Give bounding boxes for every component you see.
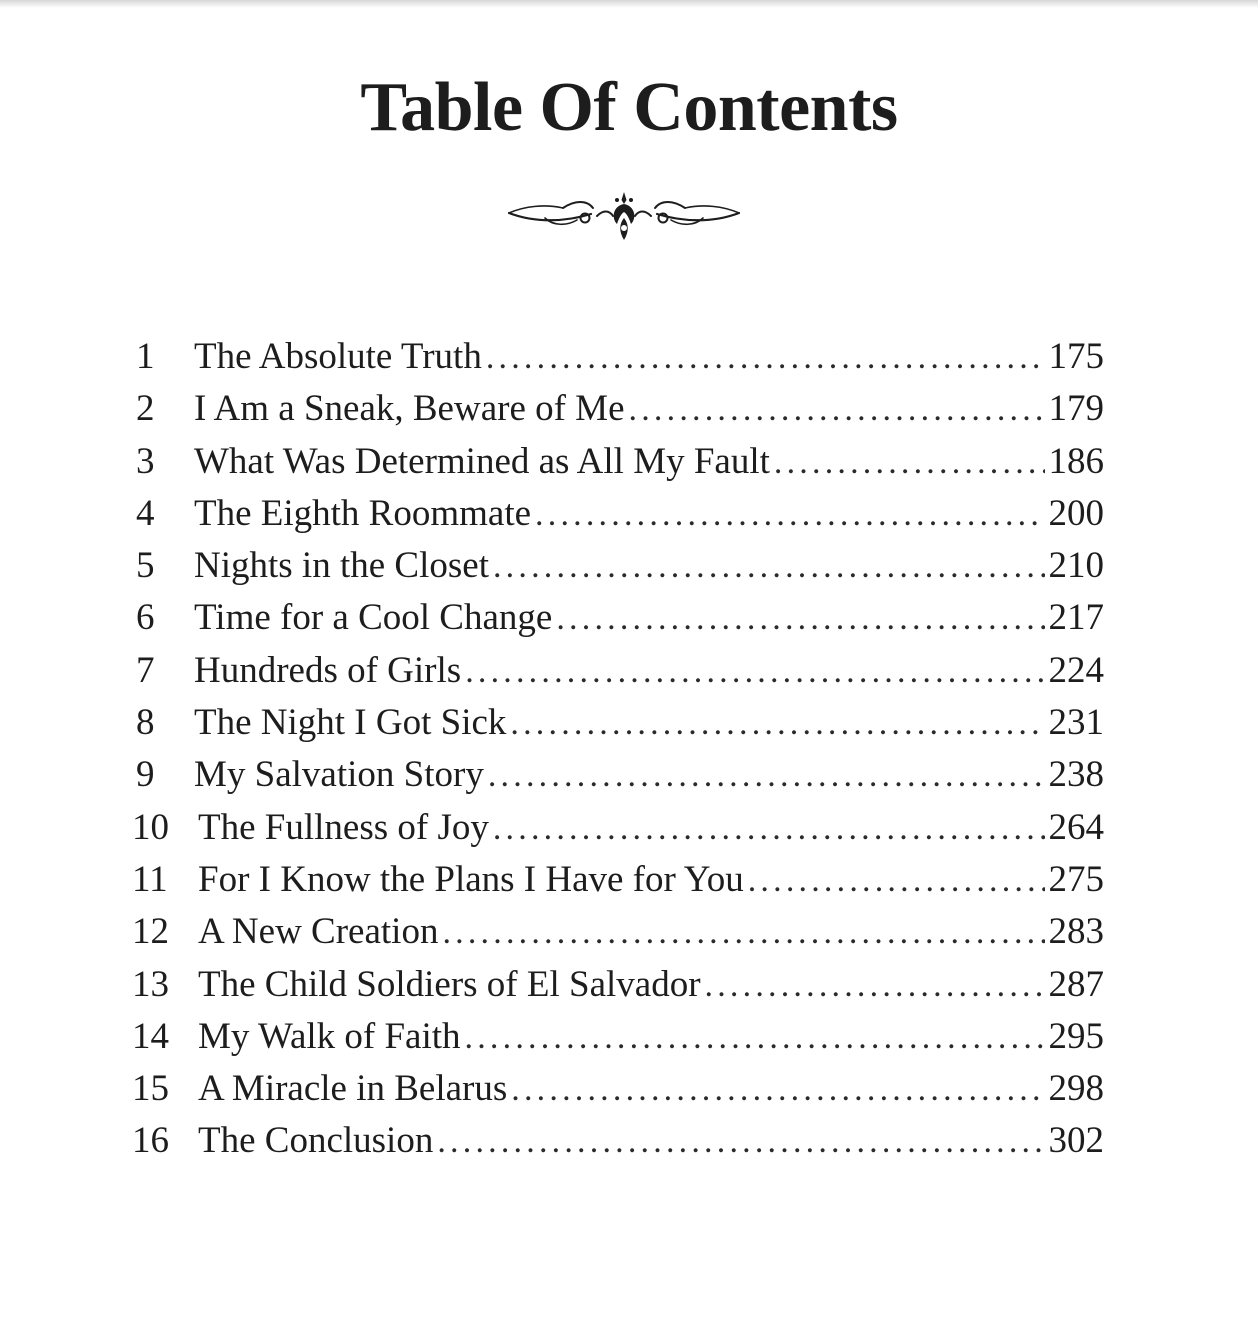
dot-leader xyxy=(488,750,1045,802)
chapter-title: My Walk of Faith xyxy=(198,1015,461,1057)
dot-leader xyxy=(535,489,1044,541)
chapter-number: 11 xyxy=(132,858,168,900)
chapter-number: 7 xyxy=(136,649,155,691)
toc-entry[interactable] xyxy=(132,488,1104,540)
toc-entry[interactable] xyxy=(132,1063,1104,1115)
chapter-title: Nights in the Closet xyxy=(194,545,489,587)
page-number: 287 xyxy=(1048,963,1104,1005)
toc-entry[interactable] xyxy=(132,906,1104,958)
chapter-number: 2 xyxy=(136,388,155,430)
page-number: 217 xyxy=(1048,597,1104,639)
dot-leader xyxy=(511,1064,1044,1116)
page-number: 264 xyxy=(1048,806,1104,848)
dot-leader xyxy=(493,803,1045,855)
chapter-title: Hundreds of Girls xyxy=(194,649,462,691)
toc-entry[interactable] xyxy=(132,802,1104,854)
chapter-title: Time for a Cool Change xyxy=(194,597,553,639)
chapter-number: 3 xyxy=(136,440,155,482)
dot-leader xyxy=(774,437,1045,489)
chapter-title: The Child Soldiers of El Salvador xyxy=(198,963,701,1005)
chapter-number: 4 xyxy=(136,492,155,534)
page-number: 200 xyxy=(1048,492,1104,534)
chapter-title: The Absolute Truth xyxy=(194,336,482,377)
chapter-number: 8 xyxy=(136,702,155,744)
dot-leader xyxy=(465,646,1044,698)
chapter-title: What Was Determined as All My Fault xyxy=(194,440,770,482)
page-number: 302 xyxy=(1048,1120,1104,1162)
page-number: 224 xyxy=(1048,649,1104,691)
chapter-number: 14 xyxy=(132,1015,169,1057)
page-number: 238 xyxy=(1048,754,1104,796)
toc-entry[interactable] xyxy=(132,1011,1104,1063)
toc-entry[interactable] xyxy=(132,749,1104,801)
chapter-title: The Night I Got Sick xyxy=(194,702,507,744)
chapter-number: 6 xyxy=(136,597,155,639)
page-number: 175 xyxy=(1048,336,1104,377)
page-number: 179 xyxy=(1048,388,1104,430)
chapter-title: The Conclusion xyxy=(198,1120,434,1162)
chapter-number: 13 xyxy=(132,963,169,1005)
dot-leader xyxy=(442,907,1044,959)
chapter-number: 1 xyxy=(136,336,155,377)
dot-leader xyxy=(705,960,1045,1012)
chapter-number: 5 xyxy=(136,545,155,587)
dot-leader xyxy=(437,1116,1044,1168)
toc-entry[interactable] xyxy=(132,854,1104,906)
toc-entry[interactable] xyxy=(132,592,1104,644)
chapter-number: 9 xyxy=(136,754,155,796)
chapter-title: The Fullness of Joy xyxy=(198,806,489,848)
dot-leader xyxy=(629,384,1045,436)
dot-leader xyxy=(556,593,1044,645)
page-number: 275 xyxy=(1048,858,1104,900)
toc-entry[interactable] xyxy=(132,540,1104,592)
dot-leader xyxy=(510,698,1044,750)
chapter-title: A New Creation xyxy=(198,911,439,953)
chapter-title: My Salvation Story xyxy=(194,754,484,796)
page-number: 295 xyxy=(1048,1015,1104,1057)
chapter-title: The Eighth Roommate xyxy=(194,492,532,534)
chapter-number: 12 xyxy=(132,911,169,953)
dot-leader xyxy=(748,855,1045,907)
page-number: 298 xyxy=(1048,1068,1104,1110)
toc-entry[interactable] xyxy=(132,1115,1104,1167)
fleuron-divider-icon xyxy=(505,188,743,248)
page-number: 186 xyxy=(1048,440,1104,482)
chapter-number: 16 xyxy=(132,1120,169,1162)
dot-leader xyxy=(486,332,1045,384)
toc-entry[interactable] xyxy=(132,645,1104,697)
dot-leader xyxy=(465,1012,1045,1064)
chapter-number: 15 xyxy=(132,1068,169,1110)
toc-entry[interactable] xyxy=(132,331,1104,383)
chapter-title: For I Know the Plans I Have for You xyxy=(198,858,744,900)
page-number: 210 xyxy=(1048,545,1104,587)
toc-entry[interactable] xyxy=(132,436,1104,488)
chapter-title: I Am a Sneak, Beware of Me xyxy=(194,388,625,430)
table-of-contents xyxy=(132,331,1104,1168)
toc-entry[interactable] xyxy=(132,959,1104,1011)
page-number: 283 xyxy=(1048,911,1104,953)
chapter-title: A Miracle in Belarus xyxy=(198,1068,508,1110)
chapter-number: 10 xyxy=(132,806,169,848)
page-title: Table Of Contents xyxy=(360,69,898,146)
page-number: 231 xyxy=(1048,702,1104,744)
dot-leader xyxy=(493,541,1045,593)
toc-entry[interactable] xyxy=(132,383,1104,435)
toc-entry[interactable] xyxy=(132,697,1104,749)
